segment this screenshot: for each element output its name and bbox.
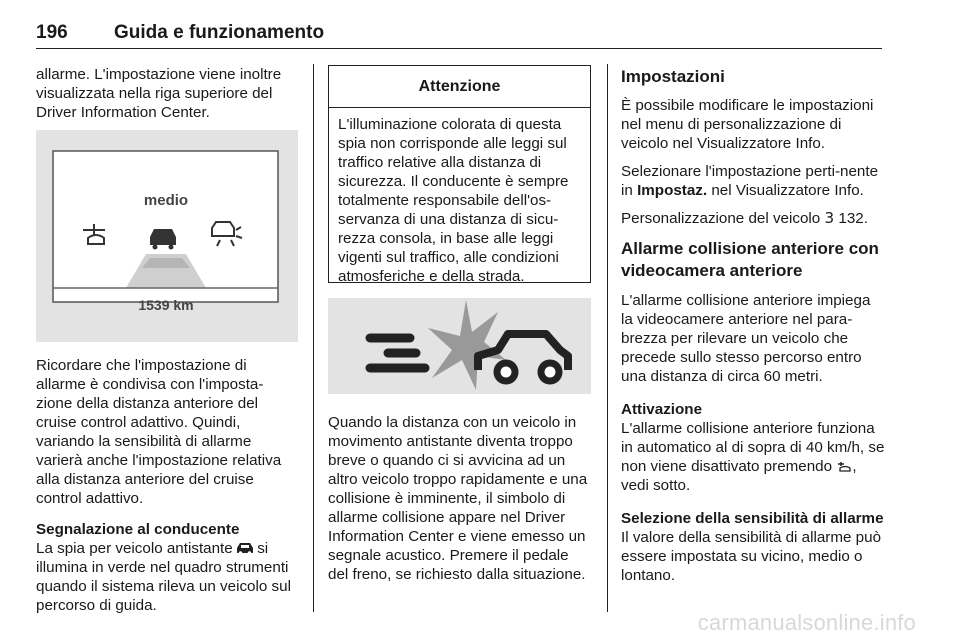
settings-heading: Impostazioni [621,67,725,86]
activation-heading: Attivazione [621,401,703,418]
column-3 [621,66,886,594]
section-title: Guida e funzionamento [114,22,325,43]
page-header [36,22,324,44]
odometer-reading: 1539 km [138,297,194,313]
driver-alert-heading: Segnalazione al conducente [36,521,240,538]
settings-paragraph-2 [621,162,886,200]
alert-text-part2: si illumina in verde nel quadro strumenti quando il sistema rileva un veicolo sul percorso di guida. [36,540,291,614]
collision-warning-icon [328,298,591,394]
settings-shared-paragraph: Ricordare che l'impostazione di allarme è condivisa con l'imposta-zione della distanza anteriore del cruise control adattivo. Quindi, variando la sensibilità di allarme varierà anche l'impostazione relativa alla distanza anteriore del cruise control adattivo. [36,357,282,507]
column-1 [36,65,298,131]
settings-p2-bold: Impostaz. [637,182,708,199]
collision-symbol-figure [328,298,591,394]
collision-paragraph: Quando la distanza con un veicolo in movimento antistante diventa troppo breve o quando ci si avvicina ad un altro veicolo troppo rapidamente e una collisione è imminente, il simbolo di allarme collisione appare nel Driver Information Center e viene emesso un segnale acustico. Premere il pedale del freno, se richiesto dalla situazione. [328,414,588,583]
sensitivity-label: medio [143,192,189,209]
settings-p3-a: Personalizzazione del veicolo [621,210,821,227]
dashboard-figure [36,130,298,342]
watermark: carmanualsonline.info [697,610,916,635]
column-1-lower [36,356,298,624]
settings-p2-b: nel Visualizzatore Info. [711,182,864,199]
settings-paragraph-1: È possibile modificare le impostazioni nel menu di personalizzazione di veicolo nel Visualizzatore Info. [621,97,874,152]
fcw-heading: Allarme collisione anteriore con videocamera anteriore [621,239,879,280]
settings-p2-a: Selezionare l'impostazione perti-nente in [621,163,879,199]
distance-button-icon [836,461,852,473]
page-number: 196 [36,22,68,43]
activation-text-a: L'allarme collisione anteriore funziona in automatico al di sopra di 40 km/h, se non viene disattivato premendo [621,420,885,475]
sensitivity-heading: Selezione della sensibilità di allarme [621,510,884,527]
intro-paragraph: allarme. L'impostazione viene inoltre visualizzata nella riga superiore del Driver Information Center. [36,66,282,121]
alert-text-part1: La spia per veicolo antistante [36,540,233,557]
settings-p3-b: 132. [838,210,868,227]
fcw-paragraph: L'allarme collisione anteriore impiega la videocamere anteriore nel para-brezza per rilevare un veicolo che precede sullo stesso percorso entro una distanza di circa 60 metri. [621,292,871,385]
column-divider-2 [607,64,608,612]
car-front-icon [237,542,253,555]
column-2-lower [328,413,591,593]
activation-text-b: , vedi sotto. [621,458,857,494]
warning-title: Attenzione [329,66,590,108]
settings-paragraph-3 [621,209,886,228]
reference-arrow-icon: 3 [824,209,835,227]
sensitivity-paragraph: Il valore della sensibilità di allarme può essere impostata su vicino, medio o lontano. [621,529,882,584]
instrument-display-illustration [36,130,298,342]
column-divider-1 [313,64,314,612]
header-rule [36,48,882,49]
warning-text: L'illuminazione colorata di questa spia non corrisponde alle leggi sul traffico relative alla distanza di sicurezza. Il conducente è sempre totalmente responsabile dell'os-servanza di una distanza di sicu-rezza consola, in base alle leggi vigenti sul traffico, alle condizioni atmosferiche e della strada. [338,116,569,285]
warning-box [328,65,591,283]
